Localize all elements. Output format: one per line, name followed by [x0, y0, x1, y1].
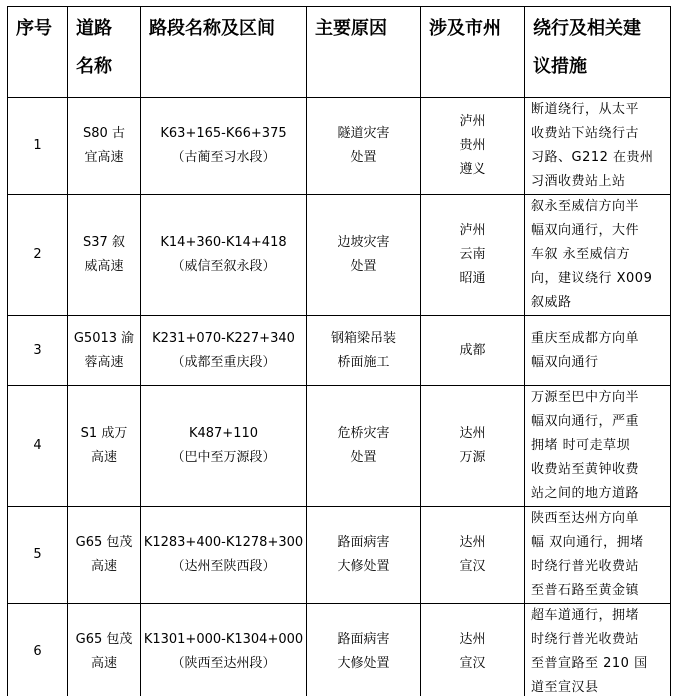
header-text: 绕行及相关建 — [533, 18, 641, 39]
cell-road: S1 成万 高速 — [68, 386, 141, 507]
cell-road: G65 包茂 高速 — [68, 507, 141, 604]
cell-index: 4 — [8, 386, 68, 507]
cell-road: S80 古 宜高速 — [68, 98, 141, 195]
cell-cities: 达州 宣汉 — [421, 507, 525, 604]
header-index — [8, 7, 68, 98]
cell-cities: 泸州 贵州 遵义 — [421, 98, 525, 195]
table-row — [8, 604, 671, 696]
cell-index: 3 — [8, 316, 68, 386]
header-text: 主要原因 — [315, 18, 387, 39]
cell-cause: 危桥灾害 处置 — [307, 386, 421, 507]
cell-cause: 边坡灾害 处置 — [307, 195, 421, 316]
cell-section: K231+070-K227+340 （成都至重庆段） — [141, 316, 307, 386]
cell-road: S37 叙 威高速 — [68, 195, 141, 316]
cell-section: K63+165-K66+375 （古蔺至习水段） — [141, 98, 307, 195]
cell-cities: 达州 万源 — [421, 386, 525, 507]
cell-measures: 重庆至成都方向单 幅双向通行 — [525, 316, 671, 386]
cell-section: K14+360-K14+418 （威信至叙永段） — [141, 195, 307, 316]
cell-measures: 叙永至威信方向半 幅双向通行，大件 车叙 永至威信方 向，建议绕行 X009 叙威路 — [525, 195, 671, 316]
table-row — [8, 507, 671, 604]
cell-road: G5013 渝 蓉高速 — [68, 316, 141, 386]
header-text: 序号 — [16, 18, 52, 39]
cell-cause: 隧道灾害 处置 — [307, 98, 421, 195]
cell-road: G65 包茂 高速 — [68, 604, 141, 696]
cell-cities: 泸州 云南 昭通 — [421, 195, 525, 316]
header-text: 路段名称及区间 — [149, 18, 275, 39]
header-text: 涉及市州 — [429, 18, 501, 39]
cell-cause: 钢箱梁吊装 桥面施工 — [307, 316, 421, 386]
cell-measures: 陕西至达州方向单 幅 双向通行，拥堵 时绕行普光收费站 至普石路至黄金镇 — [525, 507, 671, 604]
header-text: 议措施 — [533, 56, 587, 77]
table-row — [8, 98, 671, 195]
header-cities — [421, 7, 525, 98]
cell-cause: 路面病害 大修处置 — [307, 507, 421, 604]
cell-section: K1301+000-K1304+000 （陕西至达州段） — [141, 604, 307, 696]
cell-cause: 路面病害 大修处置 — [307, 604, 421, 696]
cell-cities: 达州 宣汉 — [421, 604, 525, 696]
cell-measures: 超车道通行，拥堵 时绕行普光收费站 至普宣路至 210 国 道至宣汉县 — [525, 604, 671, 696]
header-road-name — [68, 7, 141, 98]
road-closure-table — [7, 6, 671, 696]
header-measures — [525, 7, 671, 98]
cell-index: 6 — [8, 604, 68, 696]
cell-index: 2 — [8, 195, 68, 316]
cell-section: K1283+400-K1278+300 （达州至陕西段） — [141, 507, 307, 604]
cell-index: 1 — [8, 98, 68, 195]
table-row — [8, 386, 671, 507]
cell-section: K487+110 （巴中至万源段） — [141, 386, 307, 507]
header-text: 道路 — [76, 18, 112, 39]
table-row — [8, 316, 671, 386]
header-row — [8, 7, 671, 98]
cell-index: 5 — [8, 507, 68, 604]
cell-measures: 断道绕行，从太平 收费站下站绕行古 习路、G212 在贵州 习酒收费站上站 — [525, 98, 671, 195]
table-row — [8, 195, 671, 316]
header-section — [141, 7, 307, 98]
header-cause — [307, 7, 421, 98]
header-text: 名称 — [76, 56, 112, 77]
cell-measures: 万源至巴中方向半 幅双向通行，严重 拥堵 时可走草坝 收费站至黄钟收费 站之间的地方道路 — [525, 386, 671, 507]
cell-cities: 成都 — [421, 316, 525, 386]
